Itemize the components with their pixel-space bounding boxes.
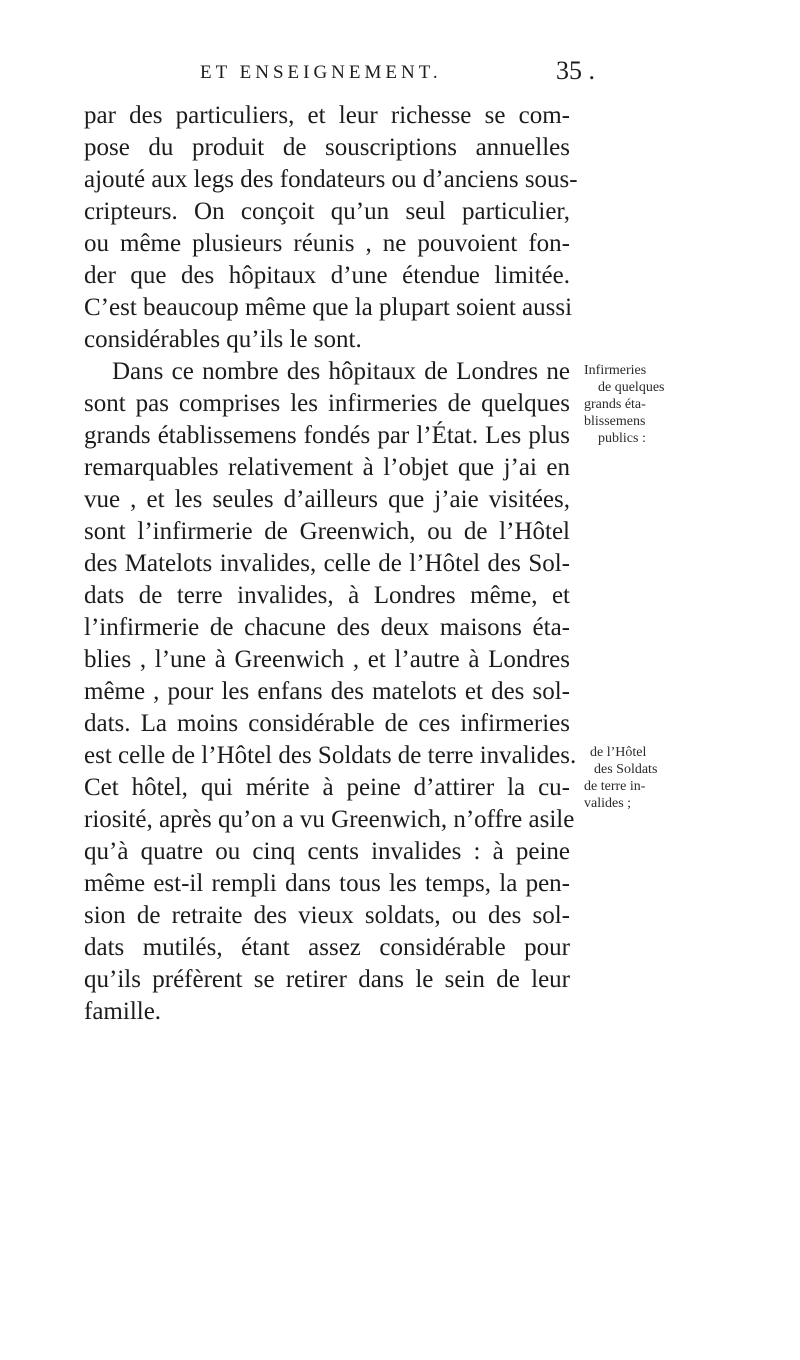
text-line: considérables qu’ils le sont. [84, 326, 362, 353]
text-line: par des particuliers, et leur richesse se com- [84, 102, 570, 129]
text-line: blies , l’une à Greenwich , et l’autre à Londres [84, 646, 570, 673]
text-line: l’infirmerie de chacune des deux maisons éta- [84, 614, 570, 641]
text-line: des Matelots invalides, celle de l’Hôtel des Sol- [84, 550, 570, 577]
margin-note-line: publics : [598, 431, 646, 446]
text-line: C’est beaucoup même que la plupart soient aussi [84, 294, 573, 321]
text-line: sion de retraite des vieux soldats, ou des sol- [84, 902, 570, 929]
text-line: sont pas comprises les infirmeries de quelques [84, 390, 570, 417]
margin-note-line: Infirmeries [584, 363, 647, 378]
text-line: dats. La moins considérable de ces infirmeries [84, 710, 570, 737]
text-line: vue , et les seules d’ailleurs que j’aie visitées, [84, 486, 570, 513]
text-line: dats mutilés, étant assez considérable pour [84, 934, 570, 961]
text-line: grands établissemens fondés par l’État. Les plus [84, 422, 570, 449]
text-line: sont l’infirmerie de Greenwich, ou de l’Hôtel [84, 518, 570, 545]
text-line: remarquables relativement à l’objet que j’ai en [84, 454, 570, 481]
text-line: cripteurs. On conçoit qu’un seul particulier, [84, 198, 570, 225]
margin-note-infirmeries [584, 362, 694, 447]
text-line: ajouté aux legs des fondateurs ou d’anciens sous- [84, 166, 578, 193]
text-line: même , pour les enfans des matelots et des sol- [84, 678, 570, 705]
page-number: 35 . [556, 56, 595, 85]
text-line: famille. [84, 998, 162, 1025]
text-line: est celle de l’Hôtel des Soldats de terre invalides. [84, 742, 577, 769]
text-line: qu’à quatre ou cinq cents invalides : à peine [84, 838, 570, 865]
text-line: ou même plusieurs réunis , ne pouvoient fon- [84, 230, 570, 257]
text-line: qu’ils préfèrent se retirer dans le sein de leur [84, 966, 570, 993]
margin-note-line: de terre in- [584, 779, 646, 794]
text-line: dats de terre invalides, à Londres même, et [84, 582, 570, 609]
text-line: pose du produit de souscriptions annuelles [84, 134, 570, 161]
text-line: Cet hôtel, qui mérite à peine d’attirer la cu- [84, 774, 570, 801]
margin-note-line: grands éta- [584, 397, 646, 412]
margin-note-line: des Soldats [594, 762, 658, 777]
margin-note-line: de quelques [598, 380, 665, 395]
margin-note-line: de l’Hôtel [590, 745, 647, 760]
margin-note-hotel-soldats [584, 744, 694, 812]
text-line: même est-il rempli dans tous les temps, la pen- [84, 870, 570, 897]
margin-note-line: blissemens [584, 414, 646, 429]
text-line: der que des hôpitaux d’une étendue limitée. [84, 262, 570, 289]
margin-note-line: valides ; [584, 796, 632, 811]
running-title: ET ENSEIGNEMENT. [200, 62, 442, 83]
text-line: Dans ce nombre des hôpitaux de Londres ne [112, 358, 570, 385]
text-line: riosité, après qu’on a vu Greenwich, n’offre asile [84, 806, 575, 833]
